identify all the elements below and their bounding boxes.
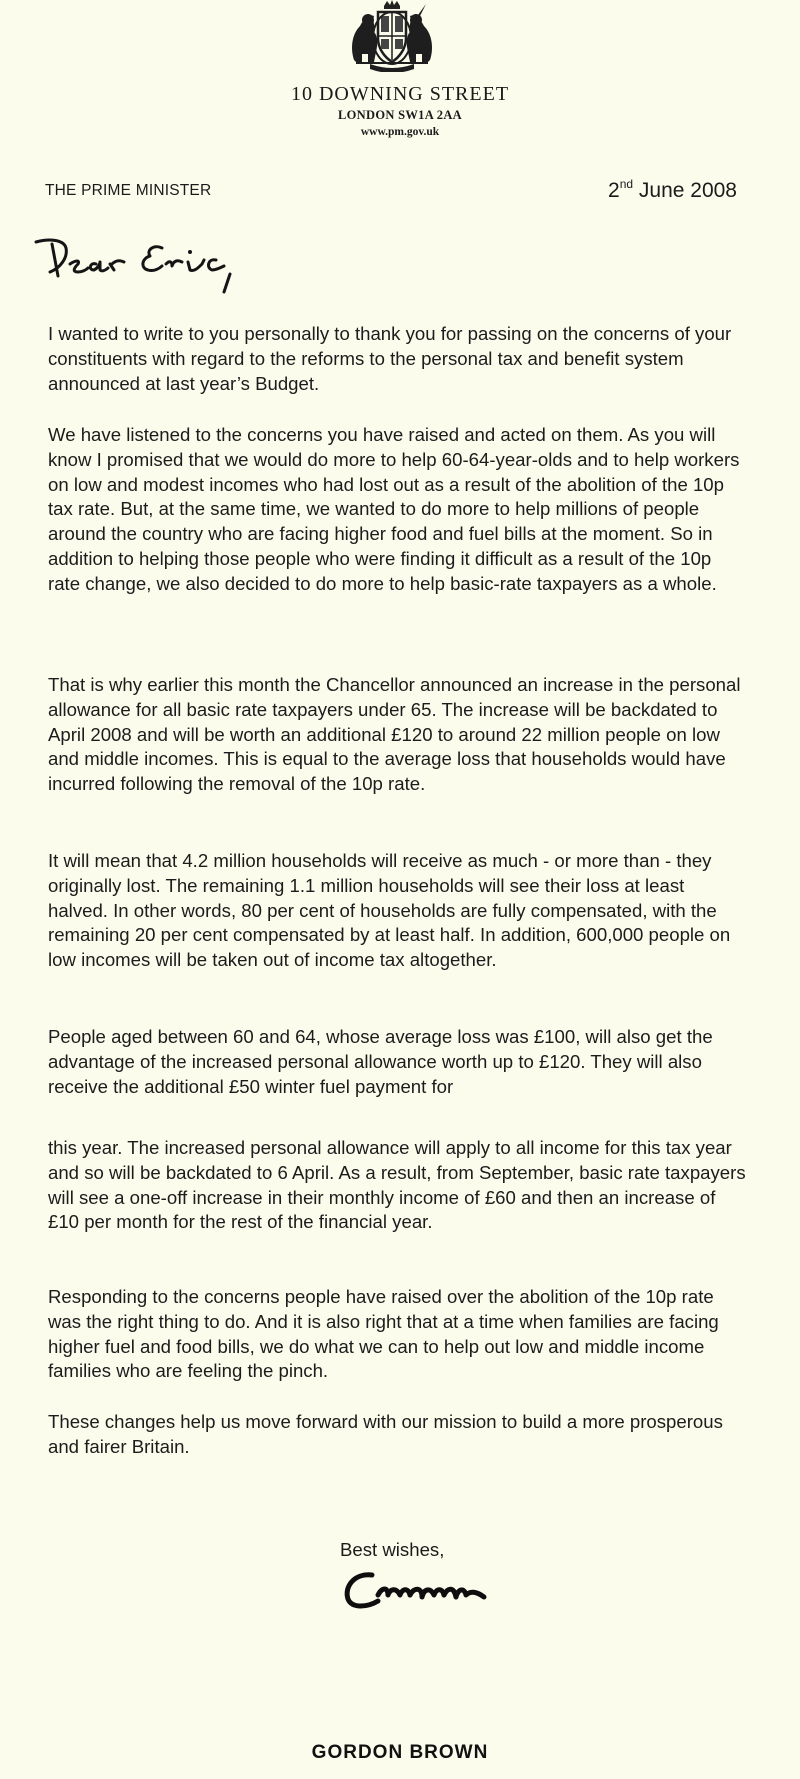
paragraph-text: These changes help us move forward with our mission to build a more prosperous and fairer Britain. — [48, 1411, 723, 1457]
letterhead-city: LONDON SW1A 2AA — [338, 108, 462, 122]
letterhead-street: 10 DOWNING STREET — [290, 83, 510, 105]
paragraph-6 — [48, 1136, 748, 1235]
handwritten-signature — [338, 1565, 498, 1613]
letterhead-website: www.pm.gov.uk — [360, 126, 440, 138]
paragraph-1 — [48, 322, 748, 396]
paragraph-5 — [48, 1025, 748, 1099]
date-rest: June 2008 — [633, 179, 737, 202]
paragraph-2 — [48, 423, 748, 597]
paragraph-text: People aged between 60 and 64, whose average loss was £100, will also get the advantage of the increased personal allowance worth up to £120. They will also receive the additional £50 winter fuel payment for — [48, 1026, 713, 1097]
closing: Best wishes, — [340, 1539, 445, 1560]
paragraph-text: That is why earlier this month the Chancellor announced an increase in the personal allowance for all basic rate taxpayers under 65. The increase will be backdated to April 2008 and will be worth an additional £120 to around 22 million people on low and middle incomes. This is equal to the average loss that households would have incurred following the removal of the 10p rate. — [48, 674, 741, 795]
handwritten-salutation — [30, 230, 280, 300]
paragraph-text: this year. The increased personal allowance will apply to all income for this tax year and so will be backdated to 6 April. As a result, from September, basic rate taxpayers will see a one-off increase in their monthly income of £60 and then an increase of £10 per month for the rest of the financial year. — [48, 1137, 746, 1233]
paragraph-4 — [48, 849, 748, 973]
date-day: 2 — [608, 179, 620, 202]
paragraph-3 — [48, 673, 748, 797]
paragraph-text: It will mean that 4.2 million households will receive as much - or more than - they originally lost. The remaining 1.1 million households will see their loss at least halved. In other words, 80 per cent of households are fully compensated, with the remaining 20 per cent compensated by at least half. In addition, 600,000 people on low incomes will be taken out of income tax altogether. — [48, 850, 731, 971]
paragraph-text: I wanted to write to you personally to thank you for passing on the concerns of your constituents with regard to the reforms to the personal tax and benefit system announced at last year’s Budget. — [48, 323, 732, 394]
signatory-name: GORDON BROWN — [311, 1742, 489, 1763]
paragraph-7 — [48, 1285, 748, 1384]
paragraph-8 — [48, 1410, 748, 1460]
date-suffix: nd — [619, 177, 634, 191]
paragraph-text: Responding to the concerns people have raised over the abolition of the 10p rate was the right thing to do. And it is also right that at a time when families are facing higher fuel and food bills, we do what we can to help out low and middle income families who are feeling the pinch. — [48, 1286, 719, 1382]
royal-crest-icon — [340, 0, 444, 72]
letter-date — [608, 177, 737, 203]
paragraph-text: We have listened to the concerns you have raised and acted on them. As you will know I promised that we would do more to help 60-64-year-olds and to help workers on low and modest incomes who had lost out as a result of the abolition of the 10p tax rate. But, at the same time, we wanted to do more to help millions of people around the country who are facing higher food and fuel bills at the moment. So in addition to helping those people who were finding it difficult as a result of the 10p rate change, we also decided to do more to help basic-rate taxpayers as a whole. — [48, 424, 740, 594]
office-title: THE PRIME MINISTER — [45, 182, 212, 199]
